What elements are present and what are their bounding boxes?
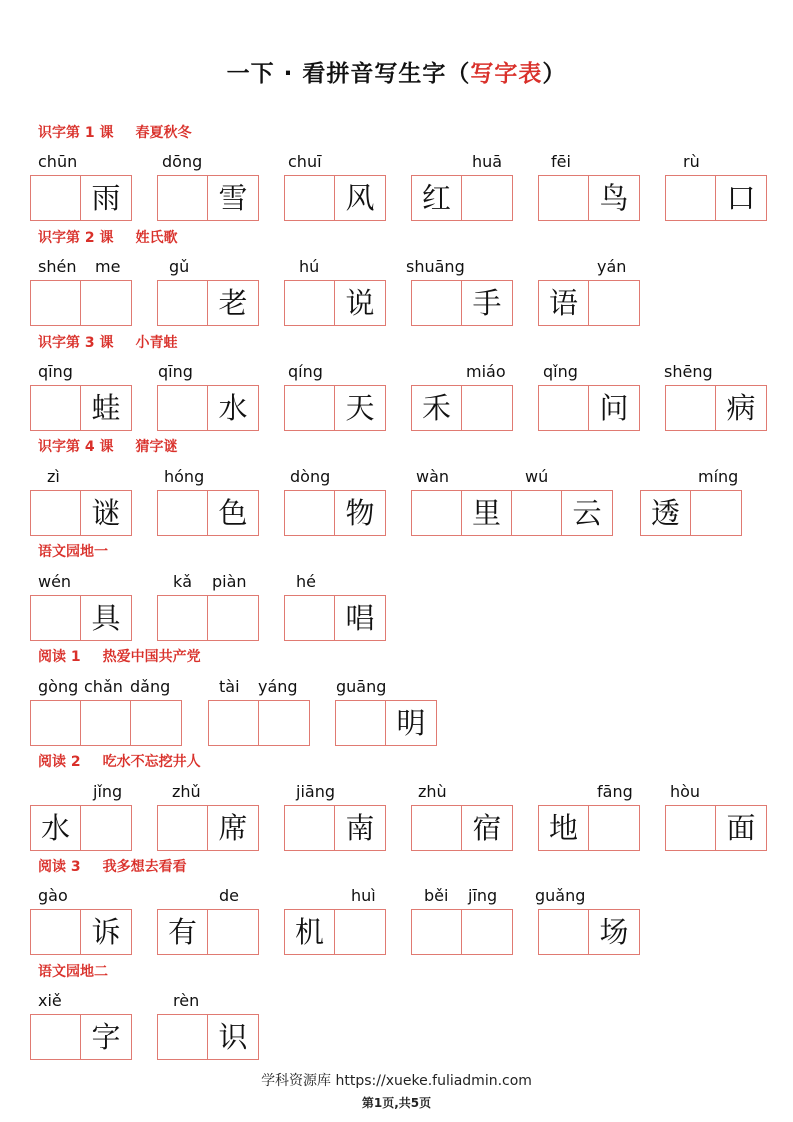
writing-grid — [411, 490, 613, 536]
tianzige-cell[interactable] — [158, 806, 208, 850]
tianzige-cell[interactable] — [31, 1015, 81, 1059]
writing-grid — [640, 490, 742, 536]
tianzige-cell[interactable] — [208, 176, 258, 220]
tianzige-cell[interactable] — [691, 491, 741, 535]
writing-grid — [284, 490, 386, 536]
tianzige-cell[interactable] — [539, 281, 589, 325]
page-title-main: 一下 · 看拼音写生字（ — [226, 61, 471, 87]
given-character: 雪 — [218, 181, 248, 215]
pinyin-label: wén — [38, 572, 72, 591]
tianzige-cell[interactable] — [462, 806, 512, 850]
given-character: 手 — [472, 286, 502, 320]
writing-grid — [157, 909, 259, 955]
tianzige-cell[interactable] — [562, 491, 612, 535]
tianzige-cell[interactable] — [81, 1015, 131, 1059]
tianzige-cell[interactable] — [158, 491, 208, 535]
writing-grid — [335, 700, 437, 746]
pinyin-label: jīng — [468, 886, 498, 905]
pinyin-label: me — [95, 257, 121, 276]
tianzige-cell[interactable] — [208, 1015, 258, 1059]
tianzige-cell[interactable] — [81, 176, 131, 220]
given-character: 水 — [40, 811, 70, 845]
pinyin-label: tài — [219, 677, 240, 696]
tianzige-cell[interactable] — [209, 701, 259, 745]
tianzige-cell[interactable] — [412, 176, 462, 220]
writing-grid — [284, 909, 386, 955]
writing-grid — [157, 805, 259, 851]
tianzige-cell[interactable] — [666, 806, 716, 850]
tianzige-cell[interactable] — [335, 176, 385, 220]
lesson-number: 识字第 3 课 — [38, 335, 114, 351]
writing-grid — [284, 385, 386, 431]
pinyin-label: zì — [47, 467, 60, 486]
given-character: 雨 — [91, 181, 121, 215]
tianzige-cell[interactable] — [462, 386, 512, 430]
tianzige-cell[interactable] — [31, 596, 81, 640]
writing-grid — [30, 909, 132, 955]
writing-grid — [284, 595, 386, 641]
tianzige-cell[interactable] — [31, 386, 81, 430]
tianzige-cell[interactable] — [31, 806, 81, 850]
pinyin-label: yáng — [258, 677, 298, 696]
pinyin-label: shuāng — [406, 257, 465, 276]
given-character: 禾 — [421, 391, 451, 425]
tianzige-cell[interactable] — [81, 281, 131, 325]
writing-grid — [538, 175, 640, 221]
given-character: 里 — [471, 496, 501, 530]
tianzige-cell[interactable] — [335, 281, 385, 325]
writing-grid — [538, 280, 640, 326]
lesson-heading — [38, 647, 201, 667]
pinyin-label: shén — [38, 257, 77, 276]
tianzige-cell[interactable] — [462, 491, 512, 535]
given-character: 病 — [726, 391, 756, 425]
pinyin-label: hú — [299, 257, 320, 276]
pinyin-label: guāng — [336, 677, 387, 696]
writing-grid — [411, 909, 513, 955]
pinyin-label: qǐng — [543, 362, 578, 381]
footer-site: 学科资源库 https://xueke.fuliadmin.com — [261, 1073, 532, 1089]
given-character: 老 — [218, 286, 248, 320]
pinyin-label: dǎng — [130, 677, 171, 696]
page-title-highlight: 写字表 — [470, 61, 543, 87]
pinyin-label: qīng — [38, 362, 73, 381]
tianzige-cell[interactable] — [81, 596, 131, 640]
lesson-heading — [38, 333, 178, 353]
tianzige-cell[interactable] — [259, 701, 309, 745]
writing-grid — [284, 175, 386, 221]
writing-grid — [157, 280, 259, 326]
lesson-name: 我多想去看看 — [102, 859, 187, 875]
pinyin-label: hé — [296, 572, 316, 591]
pinyin-label: chuī — [288, 152, 322, 171]
given-character: 宿 — [472, 811, 502, 845]
pinyin-label: huā — [472, 152, 503, 171]
tianzige-cell[interactable] — [589, 281, 639, 325]
tianzige-cell[interactable] — [462, 281, 512, 325]
given-character: 地 — [548, 811, 578, 845]
lesson-heading — [38, 123, 192, 143]
given-character: 有 — [167, 915, 197, 949]
lesson-number: 语文园地一 — [38, 544, 108, 560]
given-character: 语 — [548, 286, 578, 320]
writing-grid — [284, 805, 386, 851]
lesson-number: 识字第 1 课 — [38, 125, 114, 141]
tianzige-cell[interactable] — [285, 281, 335, 325]
given-character: 具 — [91, 601, 121, 635]
writing-grid — [30, 175, 132, 221]
lesson-heading — [38, 542, 108, 562]
pinyin-label: wú — [525, 467, 549, 486]
lesson-number: 识字第 4 课 — [38, 439, 114, 455]
pinyin-label: piàn — [212, 572, 247, 591]
page-title — [0, 55, 793, 88]
tianzige-cell[interactable] — [539, 386, 589, 430]
writing-grid — [665, 385, 767, 431]
given-character: 面 — [726, 811, 756, 845]
pinyin-label: miáo — [466, 362, 506, 381]
pinyin-label: xiě — [38, 991, 62, 1010]
pinyin-label: kǎ — [173, 572, 193, 591]
pinyin-label: rèn — [173, 991, 200, 1010]
lesson-name: 热爱中国共产党 — [102, 649, 201, 665]
writing-grid — [30, 1014, 132, 1060]
tianzige-cell[interactable] — [335, 596, 385, 640]
writing-grid — [665, 805, 767, 851]
pinyin-label: fāng — [597, 782, 633, 801]
writing-grid — [284, 280, 386, 326]
given-character: 唱 — [345, 601, 375, 635]
tianzige-cell[interactable] — [539, 806, 589, 850]
given-character: 明 — [396, 706, 426, 740]
tianzige-cell[interactable] — [412, 281, 462, 325]
tianzige-cell[interactable] — [158, 281, 208, 325]
tianzige-cell[interactable] — [336, 701, 386, 745]
pinyin-label: gào — [38, 886, 68, 905]
given-character: 蛙 — [91, 391, 121, 425]
tianzige-cell[interactable] — [335, 806, 385, 850]
tianzige-cell[interactable] — [158, 910, 208, 954]
given-character: 说 — [345, 286, 375, 320]
pinyin-label: hóng — [164, 467, 205, 486]
given-character: 诉 — [91, 915, 121, 949]
tianzige-cell[interactable] — [716, 386, 766, 430]
lesson-heading — [38, 437, 178, 457]
lesson-heading — [38, 228, 178, 248]
tianzige-cell[interactable] — [666, 386, 716, 430]
pinyin-label: míng — [698, 467, 739, 486]
lesson-heading — [38, 857, 187, 877]
tianzige-cell[interactable] — [285, 176, 335, 220]
tianzige-cell[interactable] — [412, 491, 462, 535]
tianzige-cell[interactable] — [335, 910, 385, 954]
pinyin-label: guǎng — [535, 886, 586, 905]
pinyin-label: chūn — [38, 152, 78, 171]
pinyin-label: yán — [597, 257, 627, 276]
tianzige-cell[interactable] — [641, 491, 691, 535]
pinyin-label: huì — [351, 886, 376, 905]
tianzige-cell[interactable] — [81, 701, 131, 745]
given-character: 南 — [345, 811, 375, 845]
tianzige-cell[interactable] — [81, 386, 131, 430]
given-character: 风 — [345, 181, 375, 215]
given-character: 透 — [650, 496, 680, 530]
tianzige-cell[interactable] — [462, 910, 512, 954]
pinyin-label: qīng — [158, 362, 193, 381]
tianzige-cell[interactable] — [412, 910, 462, 954]
pinyin-label: gòng — [38, 677, 79, 696]
tianzige-cell[interactable] — [716, 176, 766, 220]
lesson-name: 小青蛙 — [135, 335, 178, 351]
given-character: 红 — [421, 181, 451, 215]
tianzige-cell[interactable] — [208, 910, 258, 954]
writing-grid — [411, 385, 513, 431]
tianzige-cell[interactable] — [589, 910, 639, 954]
given-character: 水 — [218, 391, 248, 425]
pinyin-label: fēi — [551, 152, 571, 171]
pinyin-label: dōng — [162, 152, 203, 171]
given-character: 天 — [345, 391, 375, 425]
footer-page-number: 第1页,共5页 — [361, 1096, 432, 1110]
tianzige-cell[interactable] — [589, 386, 639, 430]
tianzige-cell[interactable] — [412, 386, 462, 430]
given-character: 谜 — [91, 496, 121, 530]
given-character: 字 — [91, 1020, 121, 1054]
lesson-name: 春夏秋冬 — [135, 125, 192, 141]
lesson-number: 阅读 2 — [38, 754, 81, 770]
given-character: 物 — [345, 496, 375, 530]
tianzige-cell[interactable] — [589, 806, 639, 850]
tianzige-cell[interactable] — [158, 386, 208, 430]
lesson-heading — [38, 752, 201, 772]
tianzige-cell[interactable] — [285, 491, 335, 535]
lesson-number: 识字第 2 课 — [38, 230, 114, 246]
given-character: 机 — [294, 915, 324, 949]
given-character: 场 — [599, 915, 629, 949]
tianzige-cell[interactable] — [208, 281, 258, 325]
pinyin-label: běi — [424, 886, 449, 905]
tianzige-cell[interactable] — [158, 596, 208, 640]
tianzige-cell[interactable] — [462, 176, 512, 220]
tianzige-cell[interactable] — [335, 386, 385, 430]
tianzige-cell[interactable] — [539, 176, 589, 220]
tianzige-cell[interactable] — [285, 910, 335, 954]
pinyin-label: zhù — [418, 782, 447, 801]
given-character: 识 — [218, 1020, 248, 1054]
tianzige-cell[interactable] — [208, 596, 258, 640]
lesson-number: 语文园地二 — [38, 964, 108, 980]
tianzige-cell[interactable] — [31, 701, 81, 745]
pinyin-label: qíng — [288, 362, 323, 381]
tianzige-cell[interactable] — [31, 491, 81, 535]
pinyin-label: wàn — [416, 467, 450, 486]
writing-grid — [538, 805, 640, 851]
tianzige-cell[interactable] — [666, 176, 716, 220]
lesson-heading — [38, 962, 108, 982]
tianzige-cell[interactable] — [81, 910, 131, 954]
tianzige-cell[interactable] — [208, 806, 258, 850]
tianzige-cell[interactable] — [158, 1015, 208, 1059]
tianzige-cell[interactable] — [81, 491, 131, 535]
lesson-name: 姓氏歌 — [135, 230, 178, 246]
tianzige-cell[interactable] — [412, 806, 462, 850]
tianzige-cell[interactable] — [208, 491, 258, 535]
tianzige-cell[interactable] — [512, 491, 562, 535]
tianzige-cell[interactable] — [208, 386, 258, 430]
writing-grid — [411, 175, 513, 221]
writing-grid — [30, 280, 132, 326]
pinyin-label: chǎn — [84, 677, 123, 696]
pinyin-label: dòng — [290, 467, 331, 486]
tianzige-cell[interactable] — [285, 386, 335, 430]
writing-grid — [30, 805, 132, 851]
writing-grid — [665, 175, 767, 221]
tianzige-cell[interactable] — [158, 176, 208, 220]
tianzige-cell[interactable] — [131, 701, 181, 745]
writing-grid — [30, 700, 182, 746]
lesson-name: 猜字谜 — [135, 439, 178, 455]
given-character: 问 — [599, 391, 629, 425]
tianzige-cell[interactable] — [539, 910, 589, 954]
given-character: 鸟 — [599, 181, 629, 215]
lesson-number: 阅读 1 — [38, 649, 81, 665]
tianzige-cell[interactable] — [335, 491, 385, 535]
page-title-end: ） — [542, 61, 567, 87]
given-character: 云 — [572, 496, 602, 530]
writing-grid — [157, 1014, 259, 1060]
tianzige-cell[interactable] — [31, 176, 81, 220]
writing-grid — [411, 280, 513, 326]
lesson-number: 阅读 3 — [38, 859, 81, 875]
pinyin-label: gǔ — [169, 257, 190, 276]
given-character: 席 — [218, 811, 248, 845]
tianzige-cell[interactable] — [285, 596, 335, 640]
writing-grid — [411, 805, 513, 851]
pinyin-label: jiāng — [296, 782, 335, 801]
tianzige-cell[interactable] — [386, 701, 436, 745]
tianzige-cell[interactable] — [716, 806, 766, 850]
writing-grid — [208, 700, 310, 746]
writing-grid — [157, 175, 259, 221]
pinyin-label: rù — [683, 152, 700, 171]
given-character: 口 — [726, 181, 756, 215]
writing-grid — [30, 595, 132, 641]
writing-grid — [30, 385, 132, 431]
tianzige-cell[interactable] — [285, 806, 335, 850]
tianzige-cell[interactable] — [81, 806, 131, 850]
tianzige-cell[interactable] — [31, 281, 81, 325]
writing-grid — [157, 595, 259, 641]
writing-grid — [538, 385, 640, 431]
tianzige-cell[interactable] — [31, 910, 81, 954]
writing-grid — [157, 490, 259, 536]
writing-grid — [157, 385, 259, 431]
writing-grid — [538, 909, 640, 955]
pinyin-label: de — [219, 886, 239, 905]
pinyin-label: shēng — [664, 362, 713, 381]
tianzige-cell[interactable] — [589, 176, 639, 220]
pinyin-label: hòu — [670, 782, 701, 801]
pinyin-label: jǐng — [93, 782, 123, 801]
writing-grid — [30, 490, 132, 536]
lesson-name: 吃水不忘挖井人 — [102, 754, 201, 770]
given-character: 色 — [218, 496, 248, 530]
pinyin-label: zhǔ — [172, 782, 201, 801]
